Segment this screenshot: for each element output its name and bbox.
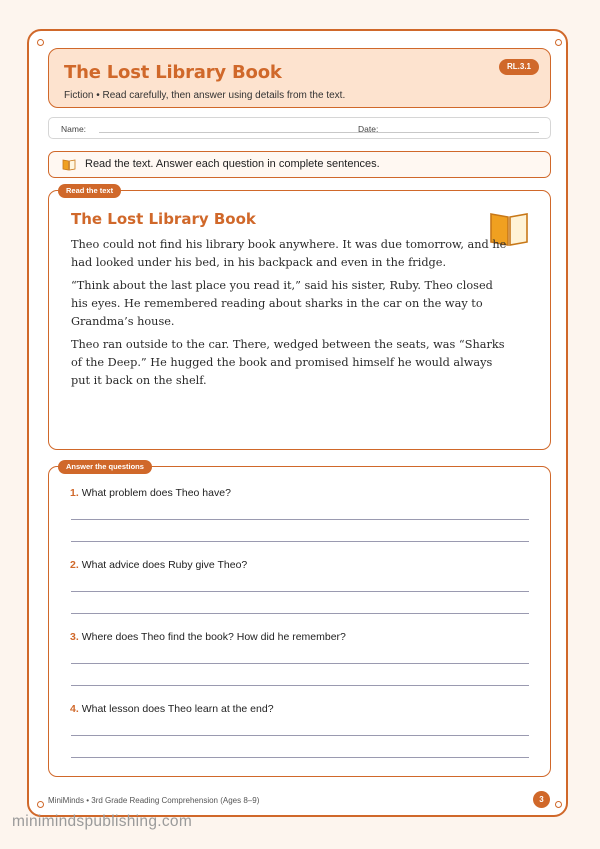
question-text: What advice does Ruby give Theo? bbox=[81, 559, 248, 571]
question-number: 1. bbox=[70, 487, 79, 499]
reading-panel bbox=[48, 190, 551, 450]
answer-line[interactable] bbox=[71, 685, 529, 686]
worksheet-title: The Lost Library Book bbox=[64, 62, 282, 83]
book-icon bbox=[62, 158, 76, 176]
question-text: What lesson does Theo learn at the end? bbox=[81, 703, 274, 715]
footer-text: MiniMinds • 3rd Grade Reading Comprehension (Ages 8–9) bbox=[48, 796, 260, 805]
answer-line[interactable] bbox=[71, 735, 529, 736]
story-title: The Lost Library Book bbox=[71, 210, 256, 228]
story-paragraph: “Think about the last place you read it,” said his sister, Ruby. Theo closed his eyes. He remembered reading about sharks in the car on the way to Grandma’s house. bbox=[71, 279, 493, 328]
question-text: What problem does Theo have? bbox=[81, 487, 231, 499]
story-text bbox=[71, 236, 511, 395]
questions-tag: Answer the questions bbox=[58, 460, 152, 474]
answer-line[interactable] bbox=[71, 663, 529, 664]
story-paragraph: Theo ran outside to the car. There, wedged between the seats, was “Sharks of the Deep.” He hugged the book and promised himself he would always put it back on the shelf. bbox=[71, 338, 505, 387]
question-4 bbox=[70, 703, 274, 715]
instruction-text: Read the text. Answer each question in complete sentences. bbox=[85, 158, 380, 170]
answer-line[interactable] bbox=[71, 541, 529, 542]
watermark: minimindspublishing.com bbox=[12, 813, 193, 830]
worksheet-header bbox=[48, 48, 551, 108]
corner-dot bbox=[555, 39, 562, 46]
page-number: 3 bbox=[533, 791, 550, 808]
standard-badge: RL.3.1 bbox=[499, 59, 539, 75]
name-date-bar bbox=[48, 117, 551, 139]
answer-line[interactable] bbox=[71, 591, 529, 592]
corner-dot bbox=[37, 801, 44, 808]
answer-line[interactable] bbox=[71, 757, 529, 758]
answer-line[interactable] bbox=[71, 519, 529, 520]
question-text: Where does Theo find the book? How did he remember? bbox=[81, 631, 346, 643]
corner-dot bbox=[555, 801, 562, 808]
name-label: Name: bbox=[61, 124, 87, 134]
question-number: 4. bbox=[70, 703, 79, 715]
story-paragraph: Theo could not find his library book anywhere. It was due tomorrow, and he had looked under his bed, in his backpack and even in the fridge. bbox=[71, 238, 507, 269]
corner-dot bbox=[37, 39, 44, 46]
question-3 bbox=[70, 631, 346, 643]
worksheet-subtitle: Fiction • Read carefully, then answer using details from the text. bbox=[64, 90, 346, 101]
instruction-bar bbox=[48, 151, 551, 178]
question-2 bbox=[70, 559, 247, 571]
answer-line[interactable] bbox=[71, 613, 529, 614]
reading-tag: Read the text bbox=[58, 184, 121, 198]
question-number: 2. bbox=[70, 559, 79, 571]
date-field[interactable] bbox=[389, 132, 539, 133]
question-number: 3. bbox=[70, 631, 79, 643]
name-field[interactable] bbox=[99, 132, 389, 133]
question-1 bbox=[70, 487, 231, 499]
questions-panel bbox=[48, 466, 551, 777]
date-label: Date: bbox=[358, 124, 379, 134]
